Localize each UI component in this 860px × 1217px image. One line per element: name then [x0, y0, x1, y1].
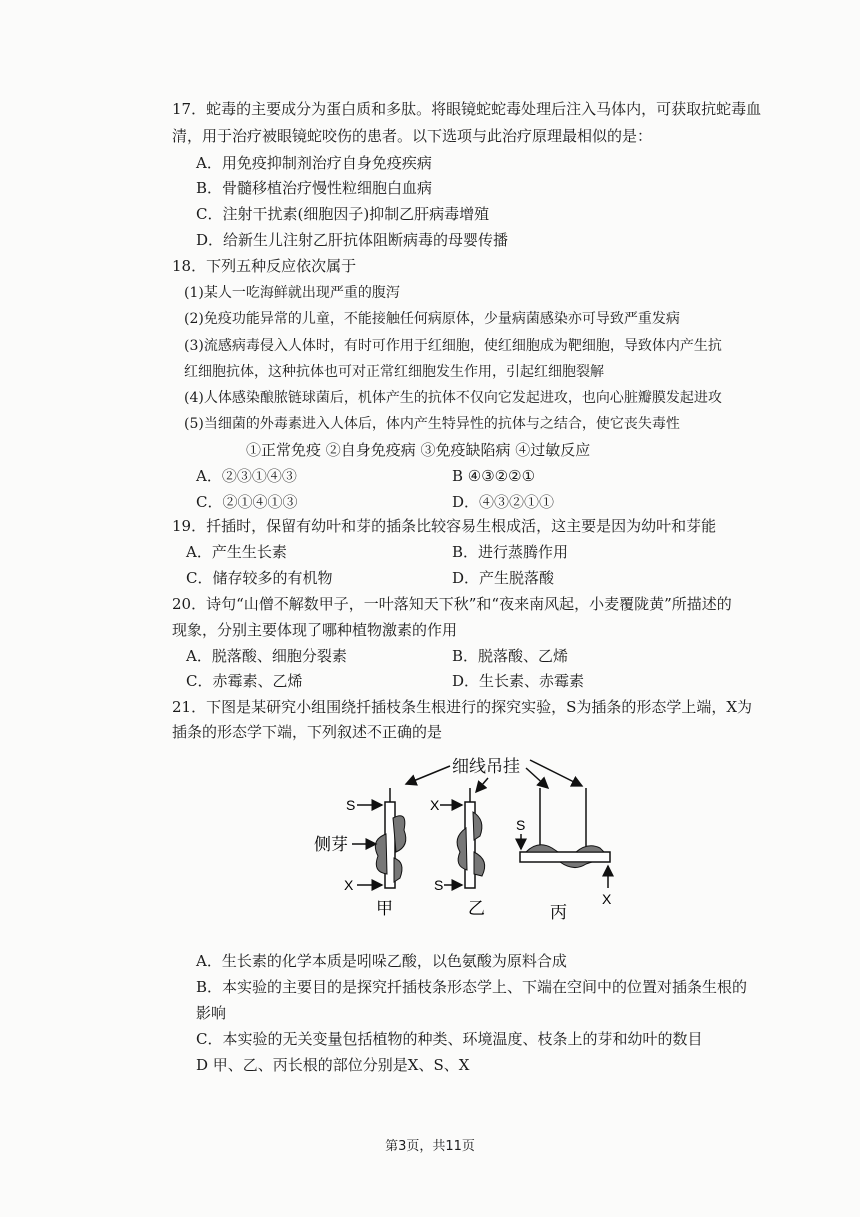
hang-arrow-3: [526, 768, 548, 788]
q17-option-b: B．骨髓移植治疗慢性粒细胞白血病: [196, 179, 433, 197]
hang-arrow-1: [406, 766, 450, 784]
jia-s-label: S: [346, 797, 356, 813]
hang-label: 细线吊挂: [452, 757, 520, 776]
q20-option-c: C．赤霉素、乙烯: [186, 672, 303, 690]
q18-option-c: C．②①④①③: [196, 493, 298, 511]
q18-item-1: (1)某人一吃海鲜就出现严重的腹泻: [184, 285, 400, 301]
q17-option-c: C．注射干扰素(细胞因子)抑制乙肝病毒增殖: [196, 205, 490, 223]
q18-item-4: (4)人体感染酿脓链球菌后，机体产生的抗体不仅向它发起进攻，也向心脏瓣膜发起进攻: [184, 390, 722, 406]
cutting-experiment-figure: [314, 748, 640, 928]
page-footer: 第3页，共11页: [385, 1139, 475, 1154]
q20-option-b: B．脱落酸、乙烯: [452, 647, 569, 665]
q18-stem: 18．下列五种反应依次属于: [172, 257, 357, 275]
q20-option-d: D．生长素、赤霉素: [452, 672, 585, 690]
q21-option-d: D 甲、乙、丙长根的部位分别是X、S、X: [196, 1056, 470, 1074]
q21-option-b-cont: 影响: [196, 1004, 227, 1022]
hang-arrow-2: [476, 778, 488, 792]
q19-option-c: C．储存较多的有机物: [186, 569, 333, 587]
yi-x-label: X: [430, 797, 440, 813]
q18-item-5: (5)当细菌的外毒素进入人体后，体内产生特异性的抗体与之结合，使它丧失毒性: [184, 416, 680, 432]
q18-item-3-cont: 红细胞抗体，这种抗体也可对正常红细胞发生作用，引起红细胞裂解: [184, 364, 604, 380]
bing-s-label: S: [516, 817, 526, 833]
hang-arrow-4: [530, 760, 582, 786]
q18-item-3: (3)流感病毒侵入人体时，有时可作用于红细胞，使红细胞成为靶细胞，导致体内产生抗: [184, 338, 722, 354]
q21-option-b: B．本实验的主要目的是探究扦插枝条形态学上、下端在空间中的位置对插条生根的: [196, 978, 748, 996]
q20-option-a: A．脱落酸、细胞分裂素: [186, 647, 347, 665]
q19-option-b: B．进行蒸腾作用: [452, 543, 569, 561]
q19-option-a: A．产生生长素: [186, 543, 287, 561]
q18-option-a: A．②③①④③: [196, 467, 297, 485]
q20-stem-line2: 现象，分别主要体现了哪种植物激素的作用: [172, 621, 458, 639]
bing-x-label: X: [602, 891, 612, 907]
q21-stem-line1: 21．下图是某研究小组围绕扦插枝条生根进行的探究实验，S为插条的形态学上端，X为: [172, 698, 753, 716]
yi-s-label: S: [434, 877, 444, 893]
panel-yi-label: 乙: [468, 899, 485, 918]
q17-option-a: A．用免疫抑制剂治疗自身免疫疾病: [196, 154, 432, 172]
panel-jia-label: 甲: [376, 899, 393, 918]
q18-item-2: (2)免疫功能异常的儿童，不能接触任何病原体，少量病菌感染亦可导致严重发病: [184, 311, 680, 327]
q18-categories: ①正常免疫 ②自身免疫病 ③免疫缺陷病 ④过敏反应: [246, 441, 591, 459]
panel-jia: [314, 788, 406, 918]
q18-option-d: D．④③②①①: [452, 493, 555, 511]
q17-option-d: D．给新生儿注射乙肝抗体阻断病毒的母婴传播: [196, 231, 509, 249]
q19-option-d: D．产生脱落酸: [452, 569, 555, 587]
panel-bing: [516, 788, 612, 922]
q19-stem: 19．扦插时，保留有幼叶和芽的插条比较容易生根成活，这主要是因为幼叶和芽能: [172, 517, 717, 535]
q21-stem-line2: 插条的形态学下端，下列叙述不正确的是: [172, 723, 443, 741]
q20-stem-line1: 20．诗句“山僧不解数甲子，一叶落知天下秋”和“夜来南风起，小麦覆陇黄”所描述的: [172, 595, 732, 613]
jia-x-label: X: [344, 877, 354, 893]
q17-stem-line1: 17．蛇毒的主要成分为蛋白质和多肽。将眼镜蛇蛇毒处理后注入马体内，可获取抗蛇毒血: [172, 100, 762, 118]
q17-stem-line2: 清，用于治疗被眼镜蛇咬伤的患者。以下选项与此治疗原理最相似的是：: [172, 127, 653, 145]
panel-bing-label: 丙: [550, 903, 567, 922]
q18-option-b: B ④③②②①: [452, 467, 536, 485]
q21-option-a: A．生长素的化学本质是吲哚乙酸，以色氨酸为原料合成: [196, 952, 567, 970]
panel-yi: [430, 788, 485, 918]
lateral-bud-label: 侧芽: [314, 835, 348, 854]
q21-option-c: C．本实验的无关变量包括植物的种类、环境温度、枝条上的芽和幼叶的数目: [196, 1030, 703, 1048]
